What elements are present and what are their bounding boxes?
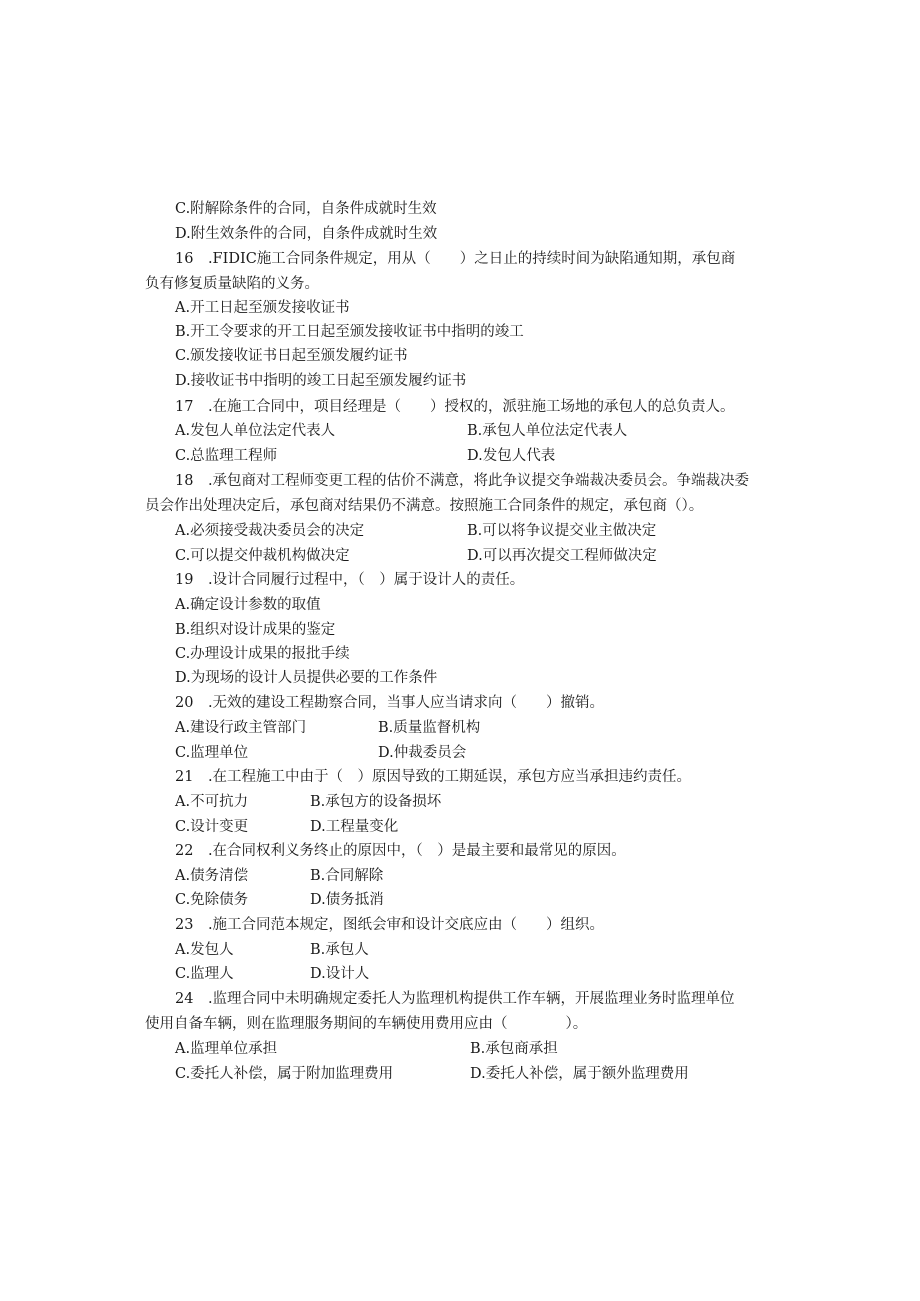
- q24-option-c: C.委托人补偿，属于附加监理费用: [175, 1066, 394, 1082]
- q18-option-c: C.可以提交仲裁机构做决定: [175, 548, 350, 564]
- question-21: 21 .在工程施工中由于（ ）原因导致的工期延误，承包方应当承担违约责任。: [175, 769, 692, 785]
- q22-option-c: C.免除债务: [175, 892, 249, 908]
- q18-option-b: B.可以将争议提交业主做决定: [467, 523, 657, 539]
- q19-option-c: C.办理设计成果的报批手续: [175, 646, 350, 662]
- option-c-prev: C.附解除条件的合同，自条件成就时生效: [175, 201, 437, 217]
- question-22: 22 .在合同权利义务终止的原因中，（ ）是最主要和最常见的原因。: [175, 843, 626, 859]
- question-24-cont: 使用自备车辆，则在监理服务期间的车辆使用费用应由（ ）。: [145, 1016, 588, 1032]
- question-23: 23 .施工合同范本规定，图纸会审和设计交底应由（ ）组织。: [175, 917, 605, 933]
- q24-option-d: D.委托人补偿，属于额外监理费用: [470, 1066, 689, 1082]
- question-17: 17 .在施工合同中，项目经理是（ ）授权的，派驻施工场地的承包人的总负责人。: [175, 399, 735, 415]
- q23-option-c: C.监理人: [175, 966, 234, 982]
- q17-option-c: C.总监理工程师: [175, 448, 278, 464]
- question-24: 24 .监理合同中未明确规定委托人为监理机构提供工作车辆，开展监理业务时监理单位: [175, 991, 735, 1007]
- q18-option-d: D.可以再次提交工程师做决定: [467, 548, 657, 564]
- q16-option-b: B.开工令要求的开工日起至颁发接收证书中指明的竣工: [175, 324, 524, 340]
- q22-option-d: D.债务抵消: [310, 892, 384, 908]
- q16-option-c: C.颁发接收证书日起至颁发履约证书: [175, 348, 408, 364]
- q20-option-b: B.质量监督机构: [378, 720, 481, 736]
- q22-option-b: B.合同解除: [310, 868, 384, 884]
- q17-option-a: A.发包人单位法定代表人: [175, 423, 336, 439]
- q18-option-a: A.必须接受裁决委员会的决定: [175, 523, 365, 539]
- q19-option-a: A.确定设计参数的取值: [175, 597, 321, 613]
- question-19: 19 .设计合同履行过程中，（ ）属于设计人的责任。: [175, 572, 525, 588]
- question-16: 16 .FIDIC施工合同条件规定，用从（ ）之日止的持续时间为缺陷通知期，承包商: [175, 251, 736, 267]
- q16-option-d: D.接收证书中指明的竣工日起至颁发履约证书: [175, 373, 467, 389]
- q21-option-b: B.承包方的设备损坏: [310, 794, 442, 810]
- option-d-prev: D.附生效条件的合同，自条件成就时生效: [175, 226, 438, 242]
- q24-option-b: B.承包商承担: [470, 1041, 558, 1057]
- question-16-cont: 负有修复质量缺陷的义务。: [145, 276, 319, 292]
- q19-option-b: B.组织对设计成果的鉴定: [175, 622, 336, 638]
- q20-option-d: D.仲裁委员会: [378, 745, 467, 761]
- q19-option-d: D.为现场的设计人员提供必要的工作条件: [175, 670, 438, 686]
- q23-option-b: B.承包人: [310, 942, 369, 958]
- q17-option-b: B.承包人单位法定代表人: [467, 423, 628, 439]
- q23-option-d: D.设计人: [310, 966, 370, 982]
- q20-option-a: A.建设行政主管部门: [175, 720, 307, 736]
- question-20: 20 .无效的建设工程勘察合同，当事人应当请求向（ ）撤销。: [175, 695, 605, 711]
- q16-option-a: A.开工日起至颁发接收证书: [175, 300, 350, 316]
- q21-option-d: D.工程量变化: [310, 819, 399, 835]
- q17-option-d: D.发包人代表: [467, 448, 556, 464]
- q20-option-c: C.监理单位: [175, 745, 249, 761]
- q22-option-a: A.债务清偿: [175, 868, 249, 884]
- q23-option-a: A.发包人: [175, 942, 234, 958]
- q24-option-a: A.监理单位承担: [175, 1041, 278, 1057]
- question-18-cont: 员会作出处理决定后，承包商对结果仍不满意。按照施工合同条件的规定，承包商（）。: [145, 498, 704, 514]
- question-18: 18 .承包商对工程师变更工程的估价不满意，将此争议提交争端裁决委员会。争端裁决委: [175, 473, 750, 489]
- q21-option-a: A.不可抗力: [175, 794, 249, 810]
- q21-option-c: C.设计变更: [175, 819, 249, 835]
